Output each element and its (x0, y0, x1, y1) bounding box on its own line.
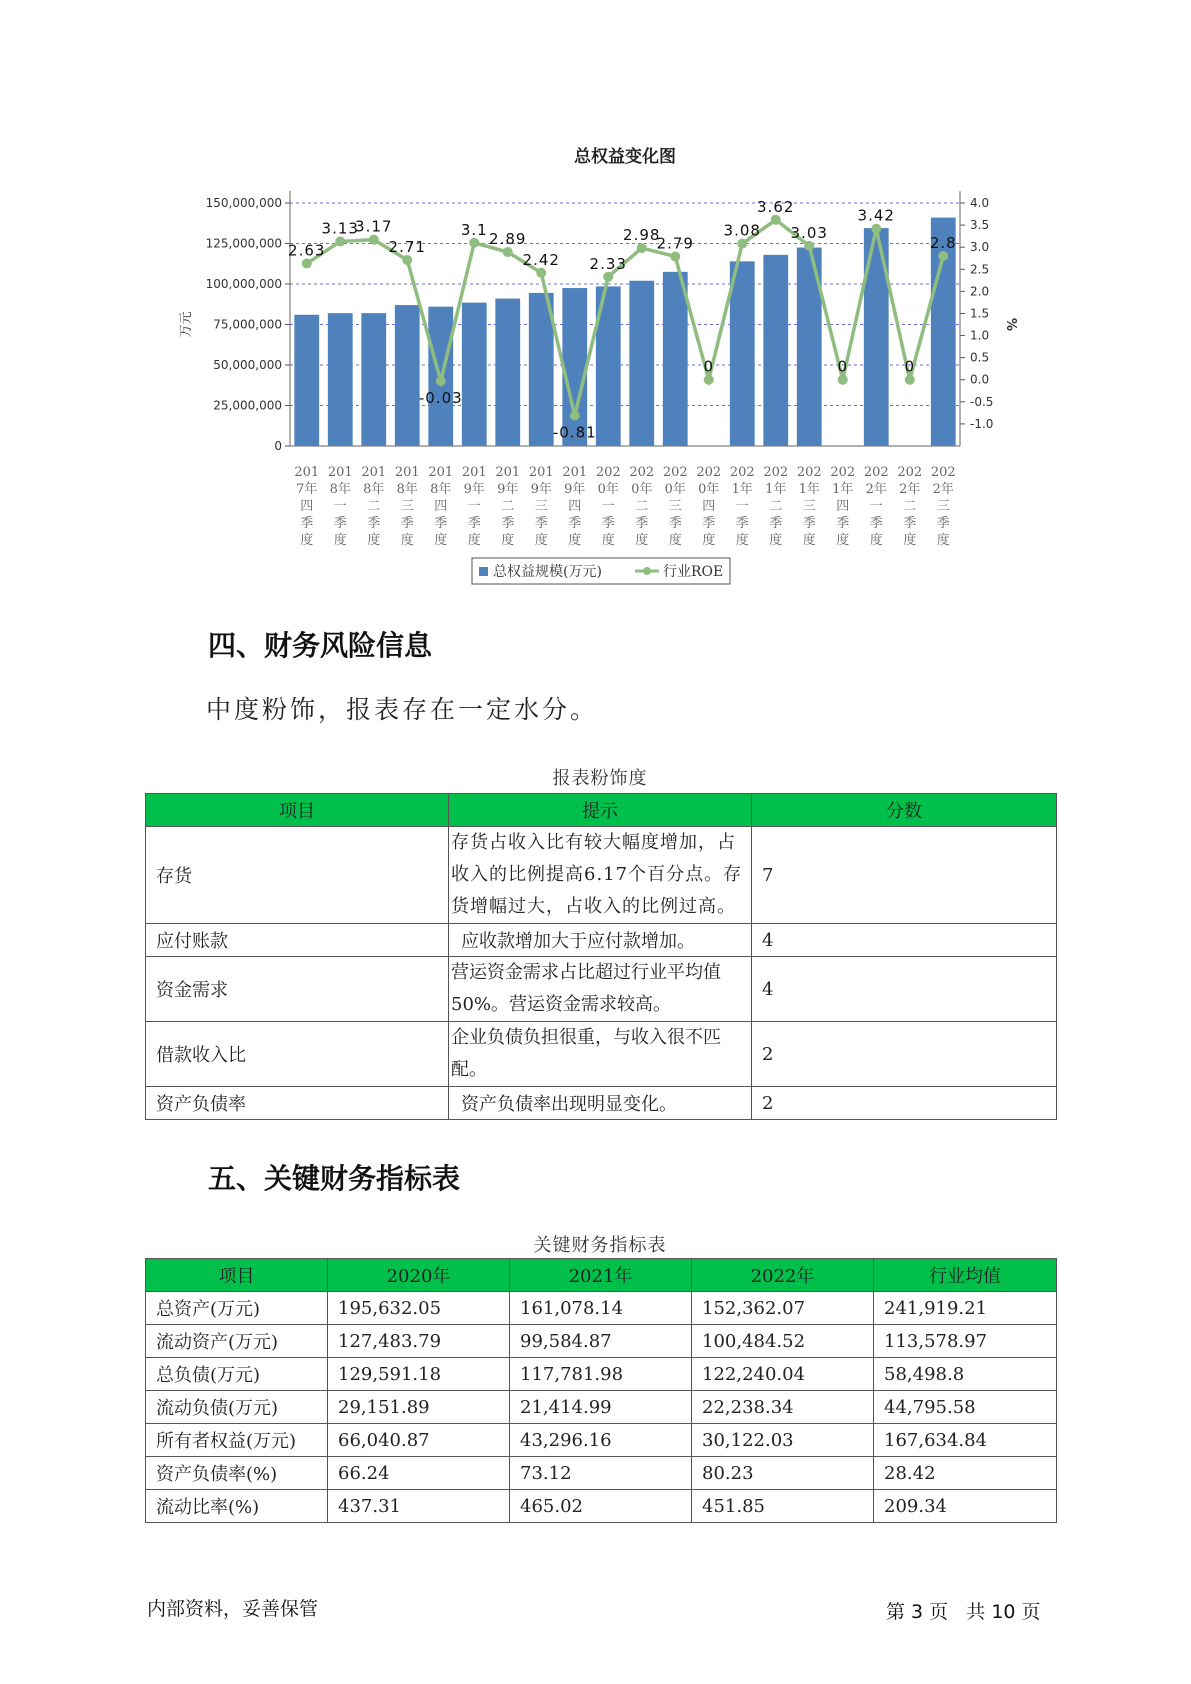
y-tick-label: 75,000,000 (213, 317, 282, 332)
row-item: 应付账款 (146, 924, 449, 957)
legend-line-label: 行业ROE (663, 564, 724, 580)
x-tick-label: 201 9年三季度 (528, 465, 554, 548)
x-tick-label: 202 1年四季度 (830, 465, 856, 548)
x-tick-label: 201 9年二季度 (495, 465, 521, 548)
metric-value-cell: 129,591.18 (328, 1358, 510, 1391)
header-cell: 2021年 (510, 1259, 692, 1292)
bar (663, 272, 688, 446)
metric-name-cell: 总资产(万元) (146, 1292, 328, 1325)
roe-data-label: 3.08 (723, 221, 761, 240)
table-header-row (146, 794, 1057, 827)
roe-data-label: 2.71 (388, 237, 426, 256)
equity-change-chart (0, 0, 1191, 600)
y2-tick-label: 3.5 (970, 218, 990, 233)
row-hint: 应收款增加大于应付款增加。 (449, 924, 752, 957)
header-cell: 项目 (146, 1259, 328, 1292)
metric-name-cell: 流动负债(万元) (146, 1391, 328, 1424)
metric-value-cell: 161,078.14 (510, 1292, 692, 1325)
metric-value-cell: 99,584.87 (510, 1325, 692, 1358)
table-row (146, 924, 1057, 957)
row-score: 2 (752, 1087, 1057, 1120)
y2-tick-label: 0.0 (970, 372, 990, 387)
table-row (146, 1490, 1057, 1523)
metric-value-cell: 465.02 (510, 1490, 692, 1523)
metric-value-cell: 21,414.99 (510, 1391, 692, 1424)
metric-value-cell: 43,296.16 (510, 1424, 692, 1457)
roe-point (838, 375, 848, 385)
x-tick-label: 202 0年二季度 (629, 465, 655, 548)
metric-name-cell: 流动资产(万元) (146, 1325, 328, 1358)
bar (328, 313, 353, 446)
roe-data-label: 3.42 (857, 206, 895, 225)
metric-value-cell: 80.23 (692, 1457, 874, 1490)
footer-page-number: 第 3 页 共 10 页 (886, 1601, 1041, 1623)
x-tick-label: 202 2年一季度 (863, 465, 889, 548)
x-tick-label: 202 1年一季度 (729, 465, 755, 548)
whitewash-table-caption: 报表粉饰度 (552, 768, 648, 789)
bar (562, 288, 587, 446)
header-score: 分数 (752, 794, 1057, 827)
metric-name-cell: 流动比率(%) (146, 1490, 328, 1523)
roe-point (335, 236, 345, 246)
roe-point (804, 241, 814, 251)
bar (395, 305, 420, 446)
metric-value-cell: 113,578.97 (874, 1325, 1057, 1358)
metric-value-cell: 209.34 (874, 1490, 1057, 1523)
x-tick-label: 202 0年四季度 (696, 465, 722, 548)
metric-value-cell: 167,634.84 (874, 1424, 1057, 1457)
metric-value-cell: 437.31 (328, 1490, 510, 1523)
roe-data-label: 2.63 (288, 241, 326, 260)
y2-axis-label: % (1003, 317, 1018, 332)
bar (730, 261, 755, 446)
key-metrics-table-caption: 关键财务指标表 (533, 1235, 667, 1256)
roe-data-label: 2.8 (929, 234, 957, 253)
roe-data-label: 2.79 (656, 234, 694, 253)
roe-data-label: 3.1 (460, 220, 488, 239)
roe-data-label: 0 (904, 357, 916, 376)
roe-data-label: -0.03 (418, 389, 463, 408)
roe-data-label: 2.33 (589, 254, 627, 273)
metric-value-cell: 195,632.05 (328, 1292, 510, 1325)
y2-tick-label: 2.5 (970, 262, 990, 277)
table-row (146, 1022, 1057, 1087)
metric-value-cell: 152,362.07 (692, 1292, 874, 1325)
metric-value-cell: 44,795.58 (874, 1391, 1057, 1424)
row-item: 资产负债率 (146, 1087, 449, 1120)
roe-point (670, 251, 680, 261)
metric-value-cell: 451.85 (692, 1490, 874, 1523)
metric-value-cell: 122,240.04 (692, 1358, 874, 1391)
y-tick-label: 0 (274, 439, 282, 453)
roe-point (436, 376, 446, 386)
x-tick-label: 201 8年二季度 (361, 465, 387, 548)
roe-point (905, 375, 915, 385)
bar (495, 299, 520, 446)
roe-point (469, 238, 479, 248)
whitewash-table (145, 793, 1057, 1120)
row-score: 4 (752, 957, 1057, 1022)
roe-point (570, 411, 580, 421)
legend-line-marker (643, 567, 651, 575)
risk-summary-paragraph: 中度粉饰，报表存在一定水分。 (206, 695, 599, 724)
metric-value-cell: 127,483.79 (328, 1325, 510, 1358)
y2-tick-label: 4.0 (970, 196, 990, 210)
x-tick-label: 201 8年四季度 (428, 465, 454, 548)
roe-point (536, 268, 546, 278)
roe-data-label: 0 (703, 357, 715, 376)
roe-data-label: 3.13 (321, 219, 359, 238)
legend-bar-label: 总权益规模(万元) (493, 564, 602, 580)
y2-tick-label: -1.0 (970, 416, 994, 431)
bar (462, 303, 487, 446)
metric-value-cell: 241,919.21 (874, 1292, 1057, 1325)
roe-point (603, 272, 613, 282)
key-metrics-table (145, 1258, 1057, 1523)
header-cell: 2020年 (328, 1259, 510, 1292)
metric-value-cell: 117,781.98 (510, 1358, 692, 1391)
y2-tick-label: -0.5 (970, 394, 994, 409)
roe-point (737, 239, 747, 249)
metric-value-cell: 29,151.89 (328, 1391, 510, 1424)
header-hint: 提示 (449, 794, 752, 827)
row-item: 借款收入比 (146, 1022, 449, 1087)
x-tick-label: 201 8年一季度 (327, 465, 353, 548)
metric-name-cell: 所有者权益(万元) (146, 1424, 328, 1457)
table-row (146, 1424, 1057, 1457)
table-header-row (146, 1259, 1057, 1292)
header-item: 项目 (146, 794, 449, 827)
x-tick-label: 201 8年三季度 (394, 465, 420, 548)
roe-point (871, 224, 881, 234)
bar (629, 281, 654, 446)
section4-heading: 四、财务风险信息 (208, 629, 433, 662)
section5-heading: 五、关键财务指标表 (208, 1162, 461, 1195)
x-tick-label: 201 7年四季度 (294, 465, 320, 548)
row-score: 7 (752, 827, 1057, 924)
table-row (146, 1457, 1057, 1490)
roe-point (637, 243, 647, 253)
y-tick-label: 50,000,000 (213, 358, 282, 372)
row-hint: 企业负债负担很重，与收入很不匹配。 (449, 1022, 752, 1087)
roe-data-label: 2.98 (623, 226, 661, 245)
table-row (146, 1391, 1057, 1424)
y2-tick-label: 1.0 (970, 328, 990, 343)
roe-point (402, 255, 412, 265)
table-row (146, 1325, 1057, 1358)
metric-value-cell: 28.42 (874, 1457, 1057, 1490)
y-axis-label: 万元 (179, 311, 194, 338)
y2-tick-label: 0.5 (970, 350, 990, 365)
bar (361, 313, 386, 446)
roe-point (771, 215, 781, 225)
table-row (146, 957, 1057, 1022)
x-tick-label: 202 1年二季度 (763, 465, 789, 548)
bar (763, 255, 788, 446)
x-tick-label: 202 2年三季度 (930, 465, 956, 548)
row-hint: 营运资金需求占比超过行业平均值50%。营运资金需求较高。 (449, 957, 752, 1022)
bar (294, 315, 319, 446)
roe-data-label: 3.17 (355, 217, 393, 236)
y-tick-label: 100,000,000 (205, 277, 282, 291)
roe-point (938, 251, 948, 261)
roe-point (704, 375, 714, 385)
y2-tick-label: 3.0 (970, 240, 990, 255)
metric-value-cell: 100,484.52 (692, 1325, 874, 1358)
row-hint: 存货占收入比有较大幅度增加，占收入的比例提高6.17个百分点。存货增幅过大，占收入的比例过高。 (449, 827, 752, 924)
row-hint: 资产负债率出现明显变化。 (449, 1087, 752, 1120)
footer-confidential-note: 内部资料，妥善保管 (147, 1598, 319, 1620)
metric-value-cell: 30,122.03 (692, 1424, 874, 1457)
row-score: 2 (752, 1022, 1057, 1087)
metric-value-cell: 66.24 (328, 1457, 510, 1490)
chart-title: 总权益变化图 (574, 147, 676, 167)
x-tick-label: 201 9年一季度 (461, 465, 487, 548)
x-tick-label: 202 2年二季度 (897, 465, 923, 548)
roe-data-label: 3.03 (790, 223, 828, 242)
row-score: 4 (752, 924, 1057, 957)
header-cell: 行业均值 (874, 1259, 1057, 1292)
roe-data-label: -0.81 (552, 423, 597, 442)
metric-value-cell: 73.12 (510, 1457, 692, 1490)
y2-tick-label: 2.0 (970, 284, 990, 299)
x-tick-label: 202 0年一季度 (595, 465, 621, 548)
roe-data-label: 2.89 (489, 230, 527, 249)
table-row (146, 827, 1057, 924)
table-row (146, 1292, 1057, 1325)
header-cell: 2022年 (692, 1259, 874, 1292)
row-item: 资金需求 (146, 957, 449, 1022)
roe-point (503, 247, 513, 257)
legend-bar-swatch (479, 567, 488, 576)
roe-data-label: 3.62 (757, 197, 795, 216)
metric-value-cell: 58,498.8 (874, 1358, 1057, 1391)
y-tick-label: 150,000,000 (205, 196, 282, 210)
roe-point (302, 259, 312, 269)
row-item: 存货 (146, 827, 449, 924)
roe-point (369, 235, 379, 245)
x-tick-label: 202 1年三季度 (796, 465, 822, 548)
y-tick-label: 25,000,000 (213, 398, 282, 413)
y-tick-label: 125,000,000 (205, 236, 282, 251)
metric-name-cell: 资产负债率(%) (146, 1457, 328, 1490)
table-row (146, 1358, 1057, 1391)
y2-tick-label: 1.5 (970, 306, 990, 321)
x-tick-label: 201 9年四季度 (562, 465, 588, 548)
metric-value-cell: 22,238.34 (692, 1391, 874, 1424)
roe-data-label: 2.42 (522, 250, 560, 269)
roe-data-label: 0 (837, 357, 849, 376)
x-tick-label: 202 0年三季度 (662, 465, 688, 548)
table-row (146, 1087, 1057, 1120)
metric-value-cell: 66,040.87 (328, 1424, 510, 1457)
metric-name-cell: 总负债(万元) (146, 1358, 328, 1391)
